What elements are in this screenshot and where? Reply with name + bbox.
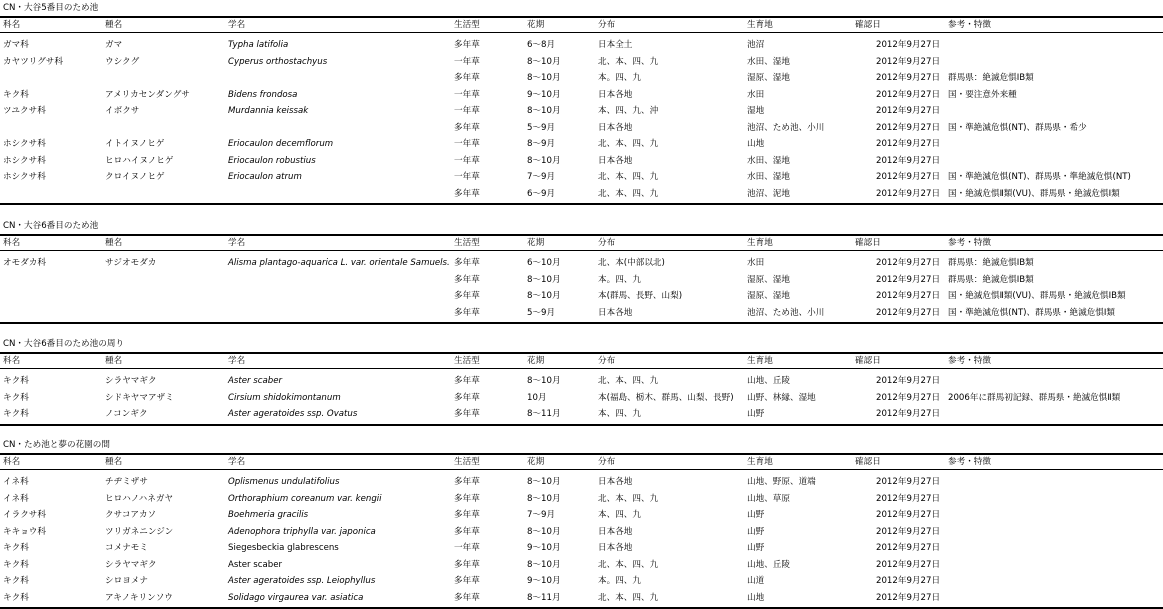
- table-row: [0, 120, 1163, 137]
- cell-distribution: 本、四、九、沖: [598, 106, 659, 116]
- header-notes: 参考・特徴: [948, 457, 991, 467]
- cell-habitat: 湿原、湿地: [747, 291, 790, 301]
- cell-scientific: Eriocaulon decemflorum: [228, 139, 334, 149]
- cell-habitat: 山地、丘陵: [747, 559, 790, 570]
- header-notes: 参考・特徴: [948, 356, 991, 366]
- cell-date: 2012年9月27日: [876, 576, 941, 586]
- cell-bloom: 6～10月: [527, 258, 561, 268]
- header-family: 科名: [3, 457, 21, 467]
- cell-family: イネ科: [3, 493, 29, 504]
- header-life-form: 生活型: [454, 238, 480, 248]
- cell-scientific: Adenophora triphylla var. japonica: [228, 526, 376, 537]
- cell-life-form: 多年草: [454, 392, 480, 403]
- header-date: 確認日: [855, 20, 881, 30]
- cell-date: 2012年9月27日: [876, 376, 941, 386]
- cell-scientific: Alisma plantago-aquarica L. var. orientale Samuels.: [228, 258, 450, 268]
- section-bottom-rule: [0, 424, 1163, 426]
- cell-notes: 群馬県：絶滅危惧ⅠB類: [948, 274, 1034, 285]
- header-distribution: 分布: [598, 356, 616, 366]
- cell-species: イトイヌノヒゲ: [105, 139, 165, 149]
- table-row: [0, 272, 1163, 289]
- header-distribution: 分布: [598, 20, 616, 30]
- table-row: [0, 557, 1163, 574]
- cell-distribution: 日本各地: [598, 543, 633, 553]
- cell-family: イネ科: [3, 477, 29, 487]
- header-notes: 参考・特徴: [948, 238, 991, 248]
- cell-scientific: Cirsium shidokimontanum: [228, 392, 341, 403]
- cell-species: ウシクグ: [105, 56, 140, 67]
- cell-distribution: 日本各地: [598, 307, 633, 318]
- header-family: 科名: [3, 20, 21, 30]
- header-species: 種名: [105, 457, 123, 467]
- header-habitat: 生育地: [747, 457, 773, 467]
- table-row: [0, 37, 1163, 54]
- cell-family: ガマ科: [3, 40, 29, 50]
- header-date: 確認日: [855, 457, 881, 467]
- cell-life-form: 多年草: [454, 188, 480, 199]
- header-scientific: 学名: [228, 20, 246, 30]
- header-scientific: 学名: [228, 356, 246, 366]
- header-bloom: 花期: [527, 356, 545, 366]
- cell-bloom: 7～9月: [527, 510, 556, 520]
- cell-bloom: 8～10月: [527, 376, 561, 386]
- header-bloom: 花期: [527, 20, 545, 30]
- table-row: [0, 70, 1163, 87]
- cell-bloom: 10月: [527, 392, 547, 403]
- header-row: [0, 16, 1163, 33]
- cell-distribution: 本(群馬、長野、山梨): [598, 291, 683, 301]
- cell-bloom: 7～9月: [527, 172, 556, 182]
- cell-species: サジオモダカ: [105, 258, 157, 268]
- cell-family: キク科: [3, 376, 29, 386]
- header-species: 種名: [105, 20, 123, 30]
- table-row: [0, 373, 1163, 390]
- cell-species: チヂミザサ: [105, 477, 148, 487]
- cell-species: ツリガネニンジン: [105, 526, 174, 537]
- cell-bloom: 8～10月: [527, 56, 561, 67]
- table-row: [0, 406, 1163, 423]
- cell-scientific: Typha latifolia: [228, 40, 289, 50]
- cell-bloom: 8～10月: [527, 559, 561, 570]
- cell-life-form: 多年草: [454, 291, 480, 301]
- cell-date: 2012年9月27日: [876, 307, 941, 318]
- header-bloom: 花期: [527, 457, 545, 467]
- cell-family: キク科: [3, 559, 29, 570]
- cell-family: ホシクサ科: [3, 139, 46, 149]
- cell-date: 2012年9月27日: [876, 526, 941, 537]
- cell-bloom: 8～11月: [527, 409, 561, 419]
- cell-distribution: 北、本、四、九: [598, 592, 659, 603]
- cell-date: 2012年9月27日: [876, 89, 941, 100]
- table-row: [0, 540, 1163, 557]
- cell-family: キク科: [3, 392, 29, 403]
- cell-bloom: 5～9月: [527, 122, 556, 133]
- cell-scientific: Solidago virgaurea var. asiatica: [228, 592, 364, 603]
- cell-habitat: 山地、草原: [747, 493, 790, 504]
- cell-distribution: 本、四、九: [598, 409, 641, 419]
- header-notes: 参考・特徴: [948, 20, 991, 30]
- cell-habitat: 水田、湿地: [747, 172, 790, 182]
- cell-family: ツユクサ科: [3, 106, 46, 116]
- cell-species: クロイヌノヒゲ: [105, 172, 165, 182]
- cell-habitat: 山野: [747, 543, 765, 553]
- cell-distribution: 北、本、四、九: [598, 559, 659, 570]
- cell-life-form: 多年草: [454, 576, 480, 586]
- table-row: [0, 255, 1163, 272]
- header-bloom: 花期: [527, 238, 545, 248]
- cell-habitat: 山野: [747, 510, 765, 520]
- header-distribution: 分布: [598, 457, 616, 467]
- cell-date: 2012年9月27日: [876, 106, 941, 116]
- cell-species: コメナモミ: [105, 543, 148, 553]
- section-bottom-rule: [0, 203, 1163, 205]
- cell-life-form: 一年草: [454, 56, 480, 67]
- cell-date: 2012年9月27日: [876, 477, 941, 487]
- cell-date: 2012年9月27日: [876, 139, 941, 149]
- cell-family: キク科: [3, 89, 29, 100]
- header-species: 種名: [105, 238, 123, 248]
- cell-habitat: 山地: [747, 139, 765, 149]
- cell-habitat: 山野: [747, 409, 765, 419]
- cell-date: 2012年9月27日: [876, 155, 941, 166]
- header-family: 科名: [3, 238, 21, 248]
- cell-date: 2012年9月27日: [876, 510, 941, 520]
- cell-distribution: 北、本、四、九: [598, 172, 659, 182]
- cell-bloom: 8～10月: [527, 291, 561, 301]
- cell-species: シドキヤマアザミ: [105, 392, 174, 403]
- cell-species: アキノキリンソウ: [105, 592, 173, 603]
- cell-bloom: 9～10月: [527, 89, 561, 100]
- cell-habitat: 水田: [747, 258, 765, 268]
- cell-date: 2012年9月27日: [876, 493, 941, 504]
- cell-species: シラヤマギク: [105, 559, 157, 570]
- cell-distribution: 北、本、四、九: [598, 56, 659, 67]
- cell-life-form: 多年草: [454, 40, 480, 50]
- cell-family: カヤツリグサ科: [3, 56, 63, 67]
- cell-notes: 国・準絶滅危惧(NT)、群馬県・希少: [948, 122, 1087, 133]
- cell-habitat: 池沼、泥地: [747, 188, 790, 199]
- cell-life-form: 一年草: [454, 172, 480, 182]
- cell-distribution: 本(福島、栃木、群馬、山梨、長野): [598, 392, 734, 403]
- cell-distribution: 本。四、九: [598, 576, 641, 586]
- cell-scientific: Boehmeria gracilis: [228, 510, 309, 520]
- cell-distribution: 北、本、四、九: [598, 188, 659, 199]
- table-row: [0, 103, 1163, 120]
- cell-bloom: 9～10月: [527, 543, 561, 553]
- table-row: [0, 590, 1163, 607]
- cell-life-form: 一年草: [454, 89, 480, 100]
- cell-scientific: Oplismenus undulatifolius: [228, 477, 340, 487]
- cell-date: 2012年9月27日: [876, 122, 941, 133]
- cell-family: ホシクサ科: [3, 155, 46, 166]
- cell-date: 2012年9月27日: [876, 291, 941, 301]
- header-date: 確認日: [855, 238, 881, 248]
- section-title: CN・ため池と夢の花園の間: [3, 440, 110, 450]
- cell-bloom: 8～10月: [527, 73, 561, 83]
- cell-habitat: 水田、湿地: [747, 56, 790, 67]
- cell-life-form: 一年草: [454, 543, 480, 553]
- cell-life-form: 多年草: [454, 376, 480, 386]
- cell-life-form: 多年草: [454, 258, 480, 268]
- header-row: [0, 352, 1163, 369]
- header-life-form: 生活型: [454, 20, 480, 30]
- header-scientific: 学名: [228, 457, 246, 467]
- cell-bloom: 8～10月: [527, 274, 561, 285]
- cell-distribution: 日本各地: [598, 526, 633, 537]
- table-row: [0, 169, 1163, 186]
- cell-habitat: 山道: [747, 576, 765, 586]
- cell-bloom: 8～11月: [527, 592, 561, 603]
- cell-date: 2012年9月27日: [876, 188, 941, 199]
- cell-distribution: 本。四、九: [598, 274, 641, 285]
- cell-scientific: Bidens frondosa: [228, 89, 298, 100]
- cell-habitat: 湿原、湿地: [747, 73, 790, 83]
- table-row: [0, 573, 1163, 590]
- cell-bloom: 8～10月: [527, 493, 561, 504]
- table-row: [0, 305, 1163, 322]
- cell-life-form: 多年草: [454, 73, 480, 83]
- cell-life-form: 多年草: [454, 559, 480, 570]
- cell-notes: 群馬県：絶滅危惧ⅠB類: [948, 73, 1034, 83]
- section-title: CN・大谷6番目のため池の周り: [3, 339, 125, 349]
- cell-scientific: Eriocaulon robustius: [228, 155, 316, 166]
- cell-notes: 群馬県：絶滅危惧ⅠB類: [948, 258, 1034, 268]
- cell-habitat: 池沼、ため池、小川: [747, 122, 825, 133]
- cell-scientific: Cyperus orthostachyus: [228, 56, 328, 67]
- cell-date: 2012年9月27日: [876, 543, 941, 553]
- cell-habitat: 山地、野原、道端: [747, 477, 816, 487]
- cell-scientific: Murdannia keissak: [228, 106, 309, 116]
- cell-bloom: 6～8月: [527, 40, 556, 50]
- cell-habitat: 水田、湿地: [747, 155, 790, 166]
- cell-notes: 2006年に群馬初記録、群馬県・絶滅危惧Ⅱ類: [948, 392, 1121, 403]
- table-row: [0, 474, 1163, 491]
- cell-habitat: 池沼、ため池、小川: [747, 307, 825, 318]
- cell-distribution: 日本各地: [598, 89, 633, 100]
- cell-habitat: 山野: [747, 526, 765, 537]
- cell-date: 2012年9月27日: [876, 559, 941, 570]
- table-row: [0, 136, 1163, 153]
- cell-distribution: 北、本、四、九: [598, 493, 659, 504]
- cell-date: 2012年9月27日: [876, 172, 941, 182]
- header-row: [0, 234, 1163, 251]
- cell-notes: 国・要注意外来種: [948, 89, 1017, 100]
- cell-bloom: 5～9月: [527, 307, 556, 318]
- header-distribution: 分布: [598, 238, 616, 248]
- cell-scientific: Orthoraphium coreanum var. kengii: [228, 493, 382, 504]
- cell-date: 2012年9月27日: [876, 258, 941, 268]
- cell-distribution: 本、四、九: [598, 510, 641, 520]
- cell-date: 2012年9月27日: [876, 73, 941, 83]
- cell-scientific: Aster ageratoides ssp. Ovatus: [228, 409, 358, 419]
- cell-life-form: 多年草: [454, 307, 480, 318]
- cell-life-form: 一年草: [454, 106, 480, 116]
- cell-bloom: 6～9月: [527, 188, 556, 199]
- table-row: [0, 390, 1163, 407]
- cell-date: 2012年9月27日: [876, 274, 941, 285]
- cell-distribution: 本。四、九: [598, 73, 641, 83]
- cell-life-form: 多年草: [454, 510, 480, 520]
- header-date: 確認日: [855, 356, 881, 366]
- section-title: CN・大谷5番目のため池: [3, 3, 99, 13]
- cell-species: ガマ: [105, 40, 123, 50]
- cell-bloom: 9～10月: [527, 576, 561, 586]
- cell-family: ホシクサ科: [3, 172, 46, 182]
- cell-species: シラヤマギク: [105, 376, 157, 386]
- cell-bloom: 8～10月: [527, 106, 561, 116]
- cell-life-form: 一年草: [454, 155, 480, 166]
- section-bottom-rule: [0, 322, 1163, 324]
- cell-family: オモダカ科: [3, 258, 46, 268]
- cell-distribution: 北、本(中部以北): [598, 258, 665, 268]
- cell-life-form: 一年草: [454, 139, 480, 149]
- cell-notes: 国・準絶滅危惧(NT)、群馬県・絶滅危惧Ⅰ類: [948, 307, 1116, 318]
- header-family: 科名: [3, 356, 21, 366]
- cell-habitat: 山地、丘陵: [747, 376, 790, 386]
- table-row: [0, 288, 1163, 305]
- header-species: 種名: [105, 356, 123, 366]
- cell-species: ヒロハイヌノヒゲ: [105, 155, 174, 166]
- section-title: CN・大谷6番目のため池: [3, 221, 99, 231]
- cell-notes: 国・絶滅危惧Ⅱ類(VU)、群馬県・絶滅危惧Ⅰ類: [948, 188, 1120, 199]
- cell-habitat: 水田: [747, 89, 765, 100]
- cell-bloom: 8～10月: [527, 155, 561, 166]
- cell-scientific: Aster scaber: [228, 559, 283, 570]
- table-row: [0, 54, 1163, 71]
- cell-notes: 国・準絶滅危惧(NT)、群馬県・準絶滅危惧(NT): [948, 172, 1131, 182]
- cell-date: 2012年9月27日: [876, 409, 941, 419]
- cell-life-form: 多年草: [454, 122, 480, 133]
- header-habitat: 生育地: [747, 238, 773, 248]
- cell-scientific: Aster ageratoides ssp. Leiophyllus: [228, 576, 376, 586]
- cell-species: シロヨメナ: [105, 576, 148, 586]
- cell-scientific: Eriocaulon atrum: [228, 172, 302, 182]
- cell-life-form: 多年草: [454, 409, 480, 419]
- cell-family: キク科: [3, 409, 29, 419]
- cell-date: 2012年9月27日: [876, 56, 941, 67]
- table-row: [0, 491, 1163, 508]
- cell-family: キク科: [3, 543, 29, 553]
- cell-species: ヒロハノハネガヤ: [105, 493, 174, 504]
- cell-habitat: 山野、林縁、湿地: [747, 392, 816, 403]
- cell-distribution: 日本各地: [598, 477, 633, 487]
- cell-distribution: 日本各地: [598, 122, 633, 133]
- cell-species: イボクサ: [105, 106, 140, 116]
- header-habitat: 生育地: [747, 20, 773, 30]
- cell-family: キキョウ科: [3, 526, 46, 537]
- cell-bloom: 8～9月: [527, 139, 556, 149]
- header-life-form: 生活型: [454, 356, 480, 366]
- cell-species: ノコンギク: [105, 409, 148, 419]
- cell-life-form: 多年草: [454, 526, 480, 537]
- cell-distribution: 日本各地: [598, 155, 633, 166]
- cell-distribution: 北、本、四、九: [598, 139, 659, 149]
- cell-species: クサコアカソ: [105, 510, 157, 520]
- cell-habitat: 池沼: [747, 40, 765, 50]
- header-habitat: 生育地: [747, 356, 773, 366]
- cell-family: キク科: [3, 592, 29, 603]
- cell-life-form: 多年草: [454, 592, 480, 603]
- cell-life-form: 多年草: [454, 493, 480, 504]
- cell-distribution: 北、本、四、九: [598, 376, 659, 386]
- cell-bloom: 8～10月: [527, 477, 561, 487]
- header-scientific: 学名: [228, 238, 246, 248]
- header-row: [0, 453, 1163, 470]
- cell-distribution: 日本全土: [598, 40, 633, 50]
- cell-date: 2012年9月27日: [876, 592, 941, 603]
- cell-scientific: Aster scaber: [228, 376, 283, 386]
- cell-life-form: 多年草: [454, 274, 480, 285]
- cell-habitat: 湿原、湿地: [747, 274, 790, 285]
- cell-notes: 国・絶滅危惧Ⅱ類(VU)、群馬県・絶滅危惧ⅠB類: [948, 291, 1126, 301]
- cell-habitat: 湿地: [747, 106, 765, 116]
- cell-species: アメリカセンダングサ: [105, 89, 190, 100]
- cell-family: キク科: [3, 576, 29, 586]
- cell-bloom: 8～10月: [527, 526, 561, 537]
- table-row: [0, 524, 1163, 541]
- table-row: [0, 153, 1163, 170]
- cell-date: 2012年9月27日: [876, 40, 941, 50]
- cell-date: 2012年9月27日: [876, 392, 941, 403]
- cell-family: イラクサ科: [3, 510, 46, 520]
- table-row: [0, 186, 1163, 203]
- cell-scientific: Siegesbeckia glabrescens: [228, 543, 339, 553]
- table-row: [0, 507, 1163, 524]
- cell-habitat: 山地: [747, 592, 765, 603]
- header-life-form: 生活型: [454, 457, 480, 467]
- table-row: [0, 87, 1163, 104]
- cell-life-form: 多年草: [454, 477, 480, 487]
